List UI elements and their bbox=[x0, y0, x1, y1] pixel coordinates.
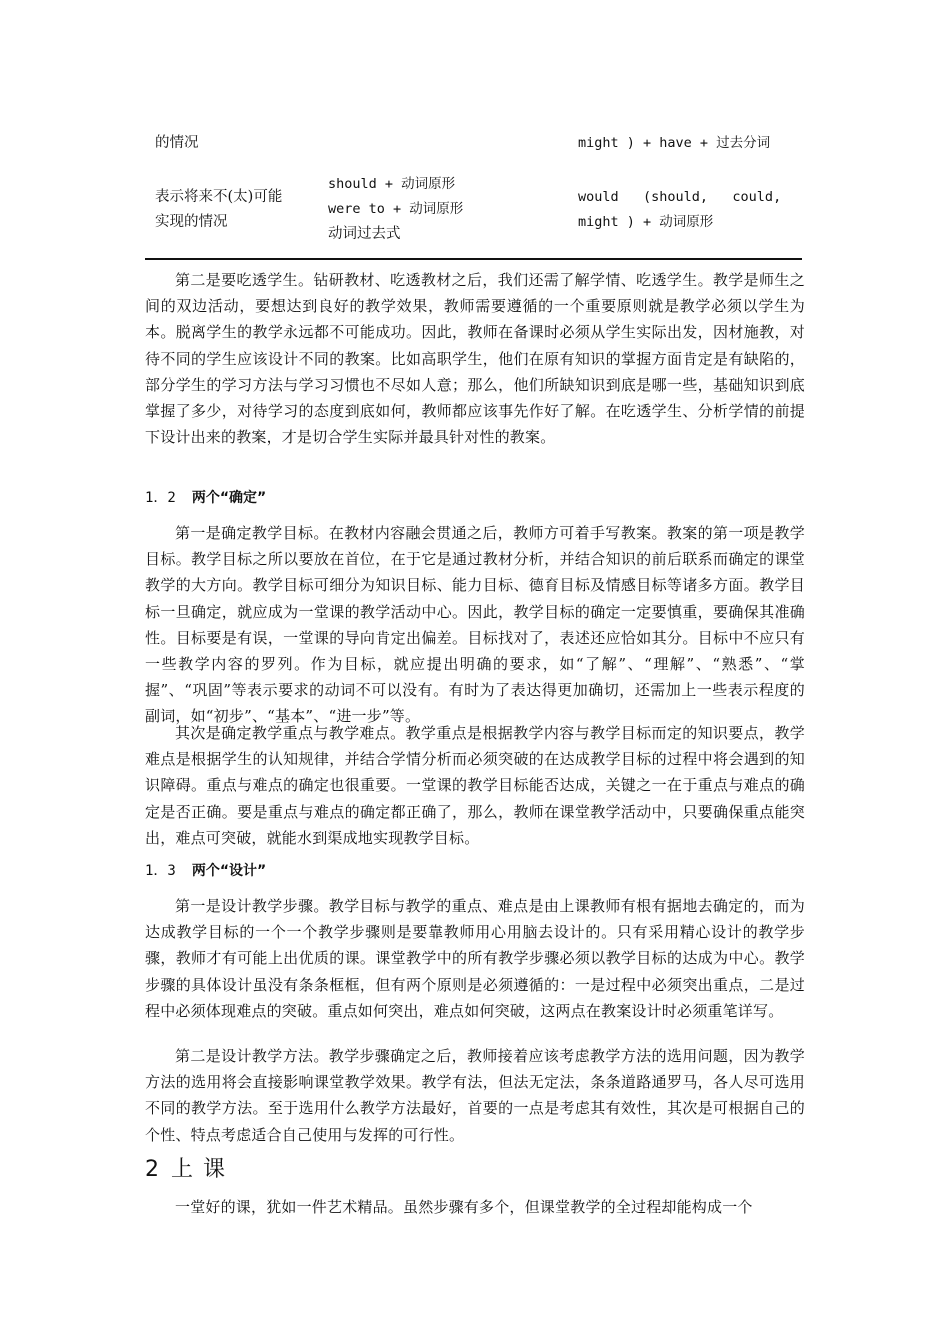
table-r2-c2-line1: should + 动词原形 bbox=[328, 176, 456, 192]
table-r2-c1-line1: 表示将来不(太)可能 bbox=[155, 189, 283, 205]
table-r1-c1: 的情况 bbox=[155, 135, 199, 151]
table-r2-c2-line3: 动词过去式 bbox=[328, 226, 401, 242]
section-heading-1-3 bbox=[145, 860, 805, 882]
table-r2-c3-line1: would (should, could, bbox=[578, 189, 782, 205]
paragraph-teaching-goal: 第一是确定教学目标。在教材内容融会贯通之后，教师方可着手写教案。教案的第一项是教学目标。教学目标之所以要放在首位，在于它是通过教材分析，并结合知识的前后联系而确定的课堂教学的大方向。教学目标可细分为知识目标、能力目标、德育目标及情感目标等诸多方面。教学目标一旦确定，就应成为一堂课的教学活动中心。因此，教学目标的确定一定要慎重，要确保其准确性。目标要是有误，一堂课的导向肯定出偏差。目标找对了，表述还应恰如其分。目标中不应只有一些教学内容的罗列。作为目标，就应提出明确的要求，如“了解”、“理解”、“熟悉”、“掌握”、“巩固”等表示要求的动词不可以没有。有时为了表达得更加确切，还需加上一些表示程度的副词，如“初步”、“基本”、“进一步”等。 bbox=[145, 524, 805, 726]
table-bottom-rule bbox=[145, 258, 802, 260]
section-number: 1．2 bbox=[145, 490, 176, 506]
chapter-number: 2 bbox=[145, 1157, 159, 1182]
chapter-title: 上课 bbox=[171, 1157, 236, 1182]
section-title: 两个“确定” bbox=[191, 490, 267, 506]
section-heading-1-2 bbox=[145, 487, 805, 509]
paragraph-teaching-steps: 第一是设计教学步骤。教学目标与教学的重点、难点是由上课教师有根有据地去确定的，而为达成教学目标的一个一个教学步骤则是要靠教师用心用脑去设计的。只有采用精心设计的教学步骤，教师才有可能上出优质的课。课堂教学中的所有教学步骤必须以教学目标的达成为中心。教学步骤的具体设计虽没有条条框框，但有两个原则是必须遵循的：一是过程中必须突出重点，二是过程中必须体现难点的突破。重点如何突出，难点如何突破，这两点在教案设计时必须重笔详写。 bbox=[145, 897, 805, 1020]
table-r2-c2-line2: were to + 动词原形 bbox=[328, 201, 464, 217]
paragraph-teaching-methods: 第二是设计教学方法。教学步骤确定之后，教师接着应该考虑教学方法的选用问题，因为教学方法的选用将会直接影响课堂教学效果。教学有法，但法无定法，条条道路通罗马，各人尽可选用不同的教学方法。至于选用什么教学方法最好，首要的一点是考虑其有效性，其次是可根据自己的个性、特点考虑适合自己使用与发挥的可行性。 bbox=[145, 1047, 805, 1144]
paragraph-understand-students: 第二是要吃透学生。钻研教材、吃透教材之后，我们还需了解学情、吃透学生。教学是师生之间的双边活动，要想达到良好的教学效果，教师需要遵循的一个重要原则就是教学必须以学生为本。脱离学生的教学永远都不可能成功。因此，教师在备课时必须从学生实际出发，因材施教，对待不同的学生应该设计不同的教案。比如高职学生，他们在原有知识的掌握方面肯定是有缺陷的，部分学生的学习方法与学习习惯也不尽如人意；那么，他们所缺知识到底是哪一些，基础知识到底掌握了多少，对待学习的态度到底如何，教师都应该事先作好了解。在吃透学生、分析学情的前提下设计出来的教案，才是切合学生实际并最具针对性的教案。 bbox=[145, 271, 805, 447]
paragraph-class-intro: 一堂好的课，犹如一件艺术精品。虽然步骤有多个，但课堂教学的全过程却能构成一个 bbox=[175, 1198, 753, 1216]
section-number: 1．3 bbox=[145, 863, 176, 879]
table-r2-c3-line2: might ) + 动词原形 bbox=[578, 214, 714, 230]
chapter-heading-2 bbox=[145, 1155, 805, 1185]
table-r1-c3: might ) + have + 过去分词 bbox=[578, 135, 771, 151]
section-title: 两个“设计” bbox=[191, 863, 267, 879]
table-r2-c1-line2: 实现的情况 bbox=[155, 214, 228, 230]
paragraph-key-points: 其次是确定教学重点与教学难点。教学重点是根据教学内容与教学目标而定的知识要点，教学难点是根据学生的认知规律，并结合学情分析而必须突破的在达成教学目标的过程中将会遇到的知识障碍。重点与难点的确定也很重要。一堂课的教学目标能否达成，关键之一在于重点与难点的确定是否正确。要是重点与难点的确定都正确了，那么，教师在课堂教学活动中，只要确保重点能突出，难点可突破，就能水到渠成地实现教学目标。 bbox=[145, 724, 805, 847]
